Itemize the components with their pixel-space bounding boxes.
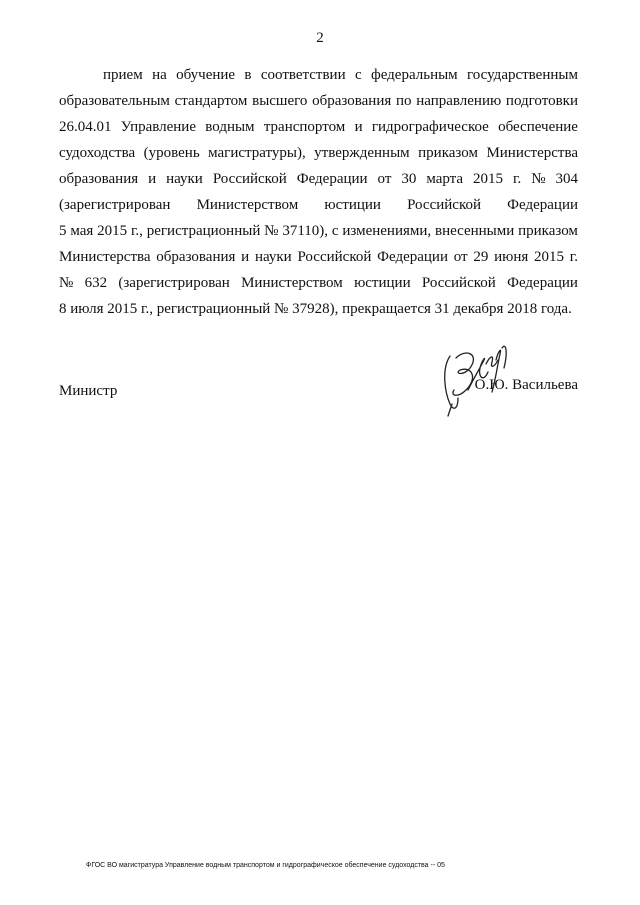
word: Российской xyxy=(421,275,496,291)
word: прием xyxy=(103,67,143,83)
text-line xyxy=(59,88,578,114)
word: (зарегистрирован xyxy=(118,275,230,291)
text-line xyxy=(59,244,578,270)
word: 8 июля 2015 г., регистрационный № 37928), прекращается 31 декабря 2018 года. xyxy=(59,301,572,317)
word: науки xyxy=(166,171,203,187)
word: образовательным xyxy=(59,93,170,109)
word: стандартом xyxy=(174,93,248,109)
word: юстиции xyxy=(354,275,411,291)
word: 29 xyxy=(473,249,489,265)
word: № xyxy=(531,171,546,187)
text-line xyxy=(59,270,578,296)
word: в xyxy=(244,67,252,83)
word: магистратуры), xyxy=(208,145,306,161)
word: Министерством xyxy=(241,275,343,291)
word: Российской xyxy=(297,249,372,265)
word: утвержденным xyxy=(314,145,410,161)
word: 26.04.01 xyxy=(59,119,112,135)
word: науки xyxy=(254,249,292,265)
word: 30 xyxy=(401,171,417,187)
word: Министерства xyxy=(59,249,151,265)
word: юстиции xyxy=(324,197,381,213)
word: Министерством xyxy=(196,197,299,213)
handwritten-signature xyxy=(436,338,516,418)
word: обеспечение xyxy=(498,119,578,135)
word: регистрационный xyxy=(146,223,261,239)
word: образования xyxy=(156,249,236,265)
word: образования xyxy=(312,93,392,109)
word: приказом xyxy=(518,223,578,239)
word: судоходства xyxy=(59,145,136,161)
word: приказом xyxy=(418,145,478,161)
word: гидрографическое xyxy=(371,119,489,135)
word: от xyxy=(377,171,392,187)
word: соответствии xyxy=(260,67,346,83)
word: 632 xyxy=(84,275,108,291)
word: 2015 xyxy=(534,249,565,265)
text-line xyxy=(59,218,578,244)
text-line xyxy=(59,140,578,166)
word: Федерации xyxy=(507,275,578,291)
body-paragraph xyxy=(59,62,578,322)
word: г. xyxy=(569,249,578,265)
text-line xyxy=(59,62,578,88)
word: обучение xyxy=(176,67,236,83)
document-footer: ФГОС ВО магистратура Управление водным транспортом и гидрографическое обеспечение судоходства -- 05 xyxy=(86,862,445,869)
word: высшего xyxy=(252,93,308,109)
word: и xyxy=(241,249,250,265)
word: транспортом xyxy=(263,119,346,135)
word: с xyxy=(354,67,362,83)
word: г., xyxy=(130,223,143,239)
word: с xyxy=(331,223,339,239)
page-number: 2 xyxy=(316,30,324,46)
word: марта xyxy=(426,171,464,187)
word: Министерства xyxy=(486,145,578,161)
word: № xyxy=(59,275,74,291)
word: от xyxy=(453,249,468,265)
word: Федерации xyxy=(507,197,578,213)
text-line xyxy=(59,166,578,192)
word: (уровень xyxy=(143,145,200,161)
word: (зарегистрирован xyxy=(59,197,171,213)
word: Российской xyxy=(212,171,287,187)
word: мая xyxy=(70,223,94,239)
word: г. xyxy=(513,171,522,187)
word: изменениями, xyxy=(342,223,432,239)
word: июня xyxy=(494,249,529,265)
word: федеральным xyxy=(370,67,458,83)
word: и xyxy=(148,171,157,187)
signer-name: О.Ю. Васильева xyxy=(474,377,578,393)
word: 5 xyxy=(59,223,67,239)
word: по xyxy=(395,93,412,109)
word: Российской xyxy=(407,197,482,213)
word: водным xyxy=(205,119,255,135)
text-line xyxy=(59,296,578,322)
word: № xyxy=(264,223,279,239)
word: 304 xyxy=(555,171,578,187)
word: Федерации xyxy=(377,249,448,265)
word: 2015 xyxy=(97,223,128,239)
word: Федерации xyxy=(296,171,368,187)
word: 37110), xyxy=(282,223,329,239)
text-line xyxy=(59,114,578,140)
text-line xyxy=(59,192,578,218)
word: и xyxy=(354,119,363,135)
word: на xyxy=(152,67,167,83)
word: Управление xyxy=(120,119,196,135)
signer-position: Министр xyxy=(59,383,118,399)
word: государственным xyxy=(467,67,578,83)
word: подготовки xyxy=(505,93,578,109)
word: 2015 xyxy=(473,171,504,187)
word: направлению xyxy=(416,93,502,109)
word: образования xyxy=(59,171,139,187)
word: внесенными xyxy=(434,223,515,239)
